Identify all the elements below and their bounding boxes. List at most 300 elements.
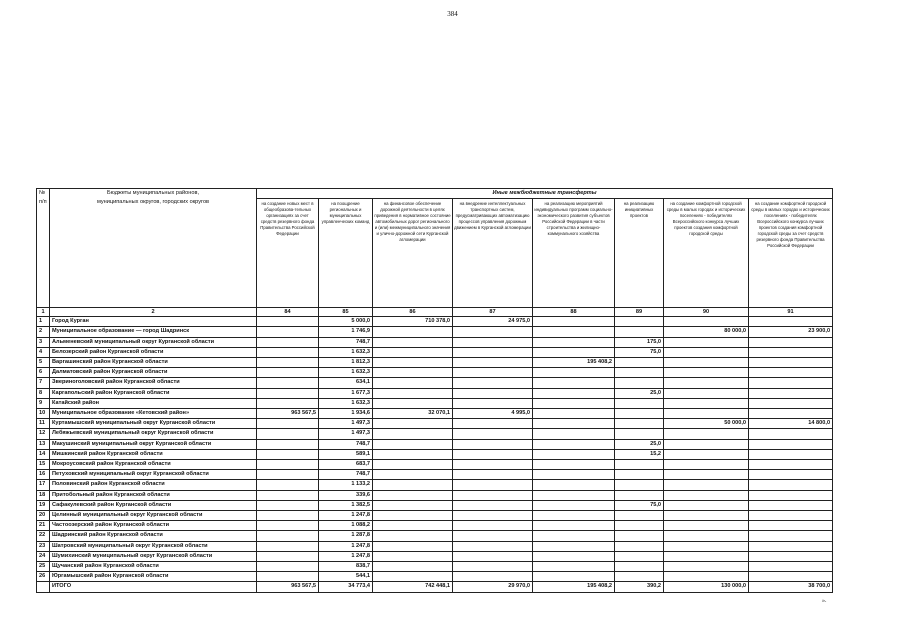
value-cell xyxy=(257,337,319,347)
value-cell: 1 088,2 xyxy=(319,521,373,531)
value-cell xyxy=(453,327,533,337)
row-number: 17 xyxy=(37,480,50,490)
value-cell xyxy=(453,368,533,378)
budget-name: Шумихинский муниципальный округ Курганской области xyxy=(50,551,257,561)
value-cell xyxy=(373,470,453,480)
value-cell xyxy=(749,439,833,449)
value-cell xyxy=(373,480,453,490)
value-cell xyxy=(533,337,615,347)
value-cell xyxy=(533,500,615,510)
value-cell xyxy=(373,347,453,357)
row-number: 22 xyxy=(37,531,50,541)
value-cell: 1 746,9 xyxy=(319,327,373,337)
budget-name: Муниципальное образование «Кетовский район» xyxy=(50,409,257,419)
row-number: 21 xyxy=(37,521,50,531)
column-number-row xyxy=(37,308,833,317)
header-row-group xyxy=(37,189,833,199)
value-cell xyxy=(453,562,533,572)
value-cell xyxy=(533,449,615,459)
header-other-transfers: Иные межбюджетные трансферты xyxy=(257,189,833,199)
table-row xyxy=(37,511,833,521)
value-cell: 75,0 xyxy=(615,500,664,510)
value-cell xyxy=(257,551,319,561)
row-number: 12 xyxy=(37,429,50,439)
value-cell xyxy=(533,490,615,500)
value-cell xyxy=(664,572,749,582)
value-cell xyxy=(453,521,533,531)
value-cell: 15,2 xyxy=(615,449,664,459)
value-cell xyxy=(373,531,453,541)
value-cell: 25,0 xyxy=(615,388,664,398)
value-cell xyxy=(373,460,453,470)
value-cell xyxy=(749,337,833,347)
value-cell xyxy=(257,368,319,378)
value-cell xyxy=(664,439,749,449)
value-cell xyxy=(749,470,833,480)
column-number-5: 86 xyxy=(373,308,453,317)
value-cell xyxy=(257,480,319,490)
value-cell xyxy=(453,490,533,500)
column-number-2: 2 xyxy=(50,308,257,317)
value-cell xyxy=(533,378,615,388)
value-cell xyxy=(257,562,319,572)
value-cell xyxy=(453,449,533,459)
value-cell xyxy=(615,541,664,551)
value-cell: 24 975,0 xyxy=(453,317,533,327)
row-number: 14 xyxy=(37,449,50,459)
value-cell xyxy=(373,358,453,368)
value-cell xyxy=(257,429,319,439)
value-cell xyxy=(373,511,453,521)
table-row xyxy=(37,378,833,388)
value-cell xyxy=(533,531,615,541)
value-cell xyxy=(453,551,533,561)
value-cell xyxy=(533,439,615,449)
value-cell xyxy=(453,337,533,347)
table-row xyxy=(37,429,833,439)
value-cell xyxy=(373,368,453,378)
value-cell xyxy=(453,358,533,368)
value-cell xyxy=(749,562,833,572)
value-cell xyxy=(373,500,453,510)
value-cell xyxy=(615,572,664,582)
value-cell xyxy=(453,531,533,541)
value-cell xyxy=(615,409,664,419)
value-cell xyxy=(453,439,533,449)
value-cell xyxy=(533,368,615,378)
value-cell xyxy=(664,449,749,459)
value-cell: 130 000,0 xyxy=(664,582,749,592)
value-cell xyxy=(453,460,533,470)
value-cell xyxy=(664,337,749,347)
row-number: 23 xyxy=(37,541,50,551)
value-cell xyxy=(373,388,453,398)
value-cell: 1 677,3 xyxy=(319,388,373,398)
value-cell xyxy=(373,378,453,388)
value-cell xyxy=(615,551,664,561)
header-column-5: на реализацию мероприятий индивидуальных программ социально-экономического развития субъектов Российской Федерации в части строительства и жилищно-коммунального хозяйства xyxy=(533,199,615,308)
table-row xyxy=(37,562,833,572)
value-cell xyxy=(533,572,615,582)
value-cell xyxy=(615,378,664,388)
value-cell: 838,7 xyxy=(319,562,373,572)
value-cell xyxy=(664,511,749,521)
value-cell: 544,1 xyxy=(319,572,373,582)
value-cell xyxy=(257,500,319,510)
value-cell: 1 382,5 xyxy=(319,500,373,510)
table-row xyxy=(37,327,833,337)
header-column-3: на финансовое обеспечение дорожной деятельности в целях приведения в нормативное состояние автомобильных дорог регионального и (или) межмуниципального значения и улично-дорожной сети Курганской агломерации xyxy=(373,199,453,308)
value-cell xyxy=(615,429,664,439)
value-cell: 23 900,0 xyxy=(749,327,833,337)
value-cell: 1 934,6 xyxy=(319,409,373,419)
value-cell xyxy=(664,409,749,419)
budget-name: Шадринский район Курганской области xyxy=(50,531,257,541)
value-cell xyxy=(664,347,749,357)
value-cell xyxy=(749,551,833,561)
budget-name: Далматовский район Курганской области xyxy=(50,368,257,378)
budget-name: Звериноголовский район Курганской области xyxy=(50,378,257,388)
value-cell: 32 070,1 xyxy=(373,409,453,419)
value-cell: 1 133,2 xyxy=(319,480,373,490)
value-cell xyxy=(373,419,453,429)
value-cell xyxy=(664,378,749,388)
value-cell xyxy=(257,470,319,480)
value-cell xyxy=(533,562,615,572)
value-cell xyxy=(257,398,319,408)
row-number: 20 xyxy=(37,511,50,521)
value-cell xyxy=(749,500,833,510)
budget-name: Альменевский муниципальный округ Курганской области xyxy=(50,337,257,347)
table-row xyxy=(37,398,833,408)
value-cell xyxy=(615,562,664,572)
value-cell xyxy=(533,511,615,521)
row-number: 26 xyxy=(37,572,50,582)
value-cell: 748,7 xyxy=(319,470,373,480)
value-cell xyxy=(749,368,833,378)
value-cell xyxy=(749,460,833,470)
value-cell: 75,0 xyxy=(615,347,664,357)
header-column-1: на создание новых мест в общеобразова-тельных организациях за счет средств резервного фонда Правительства Российской Федерации xyxy=(257,199,319,308)
header-column-6: на реализацию инициативных проектов xyxy=(615,199,664,308)
budget-name: Притобольный район Курганской области xyxy=(50,490,257,500)
budget-name: Петуховский муниципальный округ Курганской области xyxy=(50,470,257,480)
row-number: 10 xyxy=(37,409,50,419)
value-cell xyxy=(749,480,833,490)
row-number: 4 xyxy=(37,347,50,357)
value-cell xyxy=(373,572,453,582)
value-cell xyxy=(257,419,319,429)
value-cell xyxy=(749,347,833,357)
value-cell: 1 247,8 xyxy=(319,511,373,521)
value-cell xyxy=(373,521,453,531)
value-cell xyxy=(373,337,453,347)
budget-name: Частоозерский район Курганской области xyxy=(50,521,257,531)
row-number: 18 xyxy=(37,490,50,500)
value-cell xyxy=(533,419,615,429)
value-cell xyxy=(373,449,453,459)
budget-name: Целинный муниципальный округ Курганской области xyxy=(50,511,257,521)
table-row xyxy=(37,551,833,561)
table-row xyxy=(37,470,833,480)
budget-name: Варгашинский район Курганской области xyxy=(50,358,257,368)
value-cell xyxy=(453,572,533,582)
table-row xyxy=(37,388,833,398)
value-cell xyxy=(664,531,749,541)
value-cell: 710 378,0 xyxy=(373,317,453,327)
row-number: 5 xyxy=(37,358,50,368)
header-column-4: на внедрение интеллектуальных транспортных систем, предусматривающих автоматизацию процессов управления дорожным движением в Курганской агломерации xyxy=(453,199,533,308)
value-cell xyxy=(664,470,749,480)
value-cell xyxy=(257,521,319,531)
row-number: 24 xyxy=(37,551,50,561)
page-number: 384 xyxy=(447,10,458,18)
value-cell: 1 497,3 xyxy=(319,419,373,429)
value-cell xyxy=(615,358,664,368)
value-cell xyxy=(453,500,533,510)
value-cell: 1 632,3 xyxy=(319,368,373,378)
row-number: 2 xyxy=(37,327,50,337)
value-cell xyxy=(453,480,533,490)
value-cell xyxy=(373,490,453,500)
value-cell xyxy=(373,541,453,551)
table-row xyxy=(37,419,833,429)
value-cell: 195 408,2 xyxy=(533,582,615,592)
value-cell xyxy=(257,327,319,337)
value-cell xyxy=(664,398,749,408)
value-cell xyxy=(453,347,533,357)
value-cell xyxy=(749,388,833,398)
total-row xyxy=(37,582,833,592)
budget-name: Сафакулевский район Курганской области xyxy=(50,500,257,510)
value-cell xyxy=(749,531,833,541)
value-cell xyxy=(257,541,319,551)
value-cell xyxy=(749,490,833,500)
value-cell: 25,0 xyxy=(615,439,664,449)
value-cell xyxy=(533,460,615,470)
budget-name: Щучанский район Курганской области xyxy=(50,562,257,572)
value-cell: 14 800,0 xyxy=(749,419,833,429)
header-column-2: на поощрение региональных и муниципальных управленческих команд xyxy=(319,199,373,308)
value-cell: 589,1 xyxy=(319,449,373,459)
value-cell xyxy=(533,327,615,337)
header-budgets: Бюджеты муниципальных районов, муниципальных округов, городских округов xyxy=(50,189,257,308)
row-number: 25 xyxy=(37,562,50,572)
value-cell: 683,7 xyxy=(319,460,373,470)
value-cell xyxy=(749,409,833,419)
table-row xyxy=(37,531,833,541)
value-cell xyxy=(373,327,453,337)
value-cell: 38 700,0 xyxy=(749,582,833,592)
value-cell: 175,0 xyxy=(615,337,664,347)
value-cell: 963 567,5 xyxy=(257,409,319,419)
row-number: 15 xyxy=(37,460,50,470)
table-row xyxy=(37,409,833,419)
table-row xyxy=(37,449,833,459)
value-cell xyxy=(749,511,833,521)
budget-name: Куртамышский муниципальный округ Курганской области xyxy=(50,419,257,429)
table-row xyxy=(37,480,833,490)
row-number: 13 xyxy=(37,439,50,449)
value-cell xyxy=(257,460,319,470)
row-number: 11 xyxy=(37,419,50,429)
value-cell: 748,7 xyxy=(319,439,373,449)
row-number: 6 xyxy=(37,368,50,378)
value-cell xyxy=(373,398,453,408)
row-number: 9 xyxy=(37,398,50,408)
value-cell: 742 448,1 xyxy=(373,582,453,592)
column-number-8: 89 xyxy=(615,308,664,317)
value-cell xyxy=(453,429,533,439)
row-number: 8 xyxy=(37,388,50,398)
value-cell xyxy=(615,480,664,490)
column-number-10: 91 xyxy=(749,308,833,317)
value-cell: 80 000,0 xyxy=(664,327,749,337)
value-cell xyxy=(533,429,615,439)
table-row xyxy=(37,317,833,327)
value-cell xyxy=(453,470,533,480)
budget-name: Юргамышский район Курганской области xyxy=(50,572,257,582)
value-cell xyxy=(749,521,833,531)
value-cell: 5 000,0 xyxy=(319,317,373,327)
value-cell xyxy=(664,317,749,327)
value-cell xyxy=(615,398,664,408)
value-cell xyxy=(257,439,319,449)
value-cell: 748,7 xyxy=(319,337,373,347)
table-row xyxy=(37,500,833,510)
row-number xyxy=(37,582,50,592)
value-cell xyxy=(533,398,615,408)
budget-name: Город Курган xyxy=(50,317,257,327)
budget-name: Белозерский район Курганской области xyxy=(50,347,257,357)
value-cell: 963 567,5 xyxy=(257,582,319,592)
value-cell: 339,6 xyxy=(319,490,373,500)
value-cell xyxy=(615,521,664,531)
value-cell xyxy=(615,317,664,327)
column-number-1: 1 xyxy=(37,308,50,317)
value-cell xyxy=(664,490,749,500)
value-cell: 195 408,2 xyxy=(533,358,615,368)
value-cell xyxy=(749,398,833,408)
column-number-9: 90 xyxy=(664,308,749,317)
value-cell xyxy=(373,551,453,561)
row-number: 19 xyxy=(37,500,50,510)
row-number: 7 xyxy=(37,378,50,388)
table-row xyxy=(37,347,833,357)
value-cell xyxy=(749,541,833,551)
value-cell xyxy=(664,358,749,368)
value-cell: 1 247,8 xyxy=(319,551,373,561)
budget-name: Каргапольский район Курганской области xyxy=(50,388,257,398)
value-cell xyxy=(615,470,664,480)
budget-name: Половинский район Курганской области xyxy=(50,480,257,490)
value-cell xyxy=(257,449,319,459)
value-cell xyxy=(664,541,749,551)
value-cell xyxy=(615,511,664,521)
value-cell xyxy=(453,511,533,521)
value-cell xyxy=(453,541,533,551)
value-cell xyxy=(453,378,533,388)
value-cell xyxy=(533,347,615,357)
table-row xyxy=(37,439,833,449)
value-cell xyxy=(257,490,319,500)
header-column-8: на создание комфортной городской среды в малых городах и исторических поселениях - победителях Всероссийского конкурса лучших проектов создания комфортной городской среды за счет средств резервного фонда Правительства Российской Федерации xyxy=(749,199,833,308)
column-number-6: 87 xyxy=(453,308,533,317)
value-cell xyxy=(615,460,664,470)
value-cell xyxy=(749,317,833,327)
table-row xyxy=(37,521,833,531)
value-cell: 1 497,3 xyxy=(319,429,373,439)
value-cell: 4 995,0 xyxy=(453,409,533,419)
table-row xyxy=(37,460,833,470)
value-cell xyxy=(615,327,664,337)
value-cell xyxy=(533,551,615,561)
value-cell xyxy=(257,347,319,357)
value-cell xyxy=(749,358,833,368)
value-cell: 1 287,8 xyxy=(319,531,373,541)
column-number-3: 84 xyxy=(257,308,319,317)
value-cell xyxy=(373,562,453,572)
table-row xyxy=(37,358,833,368)
value-cell xyxy=(533,480,615,490)
value-cell: 634,1 xyxy=(319,378,373,388)
budget-name: Мишкинский район Курганской области xyxy=(50,449,257,459)
column-number-7: 88 xyxy=(533,308,615,317)
table-row xyxy=(37,541,833,551)
value-cell xyxy=(453,398,533,408)
row-number: 16 xyxy=(37,470,50,480)
value-cell xyxy=(615,531,664,541)
value-cell xyxy=(664,562,749,572)
value-cell xyxy=(749,449,833,459)
value-cell xyxy=(257,378,319,388)
value-cell xyxy=(615,490,664,500)
value-cell xyxy=(664,429,749,439)
value-cell xyxy=(533,541,615,551)
value-cell xyxy=(533,470,615,480)
budget-name: Лебяжьевский муниципальный округ Курганской области xyxy=(50,429,257,439)
value-cell xyxy=(373,429,453,439)
value-cell xyxy=(664,388,749,398)
value-cell xyxy=(373,439,453,449)
table-row xyxy=(37,337,833,347)
budget-name: Мокроусовский район Курганской области xyxy=(50,460,257,470)
budget-name: ИТОГО xyxy=(50,582,257,592)
value-cell xyxy=(664,460,749,470)
value-cell: 34 773,4 xyxy=(319,582,373,592)
value-cell xyxy=(615,368,664,378)
value-cell xyxy=(664,500,749,510)
value-cell xyxy=(749,378,833,388)
value-cell xyxy=(664,521,749,531)
budget-name: Шатровский муниципальный округ Курганской области xyxy=(50,541,257,551)
row-number: 3 xyxy=(37,337,50,347)
value-cell xyxy=(749,572,833,582)
table-row xyxy=(37,572,833,582)
value-cell: 50 000,0 xyxy=(664,419,749,429)
value-cell xyxy=(533,409,615,419)
value-cell xyxy=(533,388,615,398)
value-cell xyxy=(664,480,749,490)
value-cell xyxy=(257,572,319,582)
value-cell: 1 812,3 xyxy=(319,358,373,368)
value-cell: 390,2 xyxy=(615,582,664,592)
value-cell xyxy=(664,551,749,561)
budget-name: Муниципальное образование — город Шадринск xyxy=(50,327,257,337)
value-cell xyxy=(257,317,319,327)
header-column-7: на создание комфортной городской среды в малых городах и исторических поселениях - победителях Всероссийского конкурса лучших проектов создания комфортной городской среды xyxy=(664,199,749,308)
value-cell: 1 632,3 xyxy=(319,347,373,357)
